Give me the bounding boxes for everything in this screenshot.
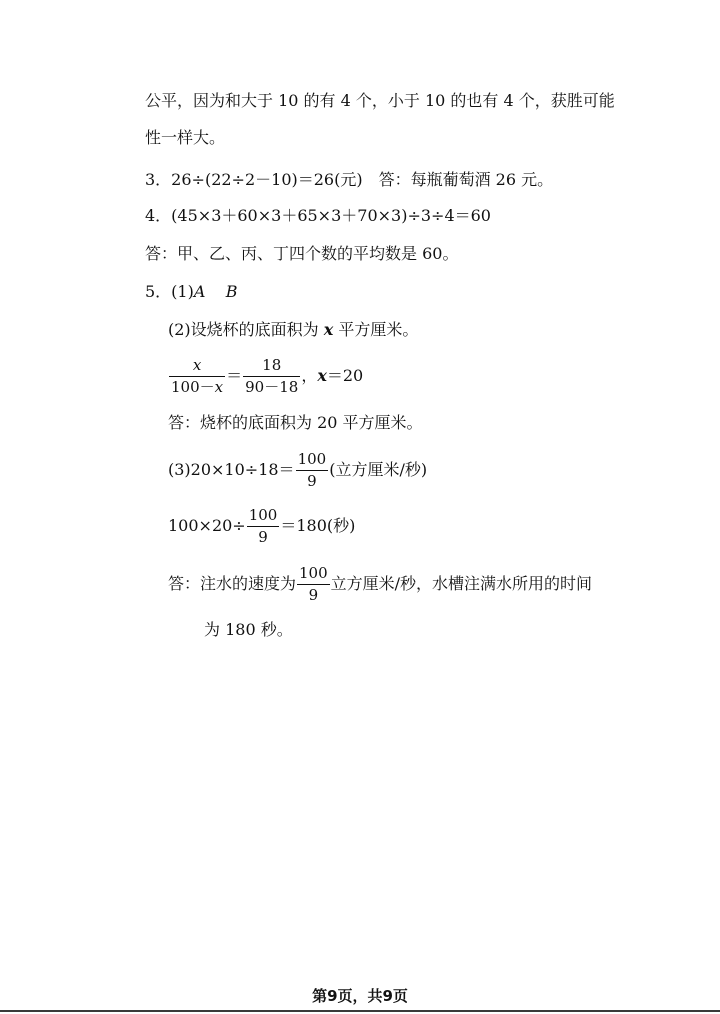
fraction-left	[169, 356, 225, 397]
fraction-100-9	[296, 450, 329, 491]
fraction-numerator: 100	[297, 564, 330, 585]
answer-prefix: 答：注水的速度为	[168, 574, 297, 594]
setup-unit: 平方厘米。	[338, 320, 419, 339]
fraction-denominator: 100－x	[171, 377, 224, 396]
fraction-denominator: 9	[258, 527, 268, 546]
variable-x: x	[323, 320, 334, 339]
fraction-right	[243, 356, 300, 397]
equals-sign: ＝	[226, 366, 243, 386]
fraction-denominator: 9	[308, 585, 319, 604]
choice-b: B	[225, 282, 238, 301]
setup-text: (2)设烧杯的底面积为	[168, 320, 319, 339]
fraction-100-9	[247, 506, 280, 547]
time-expression: 100×20÷	[168, 516, 246, 536]
answer-5-part1	[145, 284, 238, 300]
answer-suffix: 立方厘米/秒，水槽注满水所用的时间	[330, 574, 593, 594]
choice-a: A	[193, 282, 206, 301]
proportion-equation	[168, 356, 363, 397]
time-result: ＝180(秒)	[280, 516, 356, 536]
answer-5-part3-cont: 为 180 秒。	[204, 620, 293, 639]
fraction-denominator: 90－18	[245, 377, 299, 396]
fraction-numerator: 100	[296, 450, 329, 471]
fraction-numerator: x	[169, 356, 225, 377]
speed-unit: (立方厘米/秒)	[329, 460, 428, 480]
answer-5-part2-text: 答：烧杯的底面积为 20 平方厘米。	[168, 413, 423, 432]
text-line: 性一样大。	[145, 128, 226, 147]
separator: ，	[301, 366, 318, 386]
equation-result: ＝20	[326, 366, 364, 386]
fraction-numerator: 18	[243, 356, 300, 377]
fraction-denominator: 9	[307, 471, 317, 490]
answer-5-part3-text	[168, 564, 592, 605]
answer-3: 3．26÷(22÷2－10)＝26(元) 答：每瓶葡萄酒 26 元。	[145, 170, 554, 189]
page-footer: 第9页，共9页	[312, 987, 408, 1005]
fraction-numerator: 100	[247, 506, 280, 527]
answer-4-equation: 4．(45×3＋60×3＋65×3＋70×3)÷3÷4＝60	[145, 206, 491, 225]
fraction-100-9	[297, 564, 330, 605]
q5-label: 5．(1)	[145, 282, 194, 301]
answer-4-text: 答：甲、乙、丙、丁四个数的平均数是 60。	[145, 244, 459, 263]
answer-5-part3-speed	[168, 450, 427, 491]
bottom-divider	[0, 1010, 720, 1012]
speed-expression: (3)20×10÷18＝	[168, 460, 295, 480]
answer-5-part3-time	[168, 506, 355, 547]
text-line: 公平，因为和大于 10 的有 4 个，小于 10 的也有 4 个，获胜可能	[145, 91, 615, 110]
answer-5-part2	[168, 322, 418, 338]
variable-x: x	[317, 366, 327, 386]
